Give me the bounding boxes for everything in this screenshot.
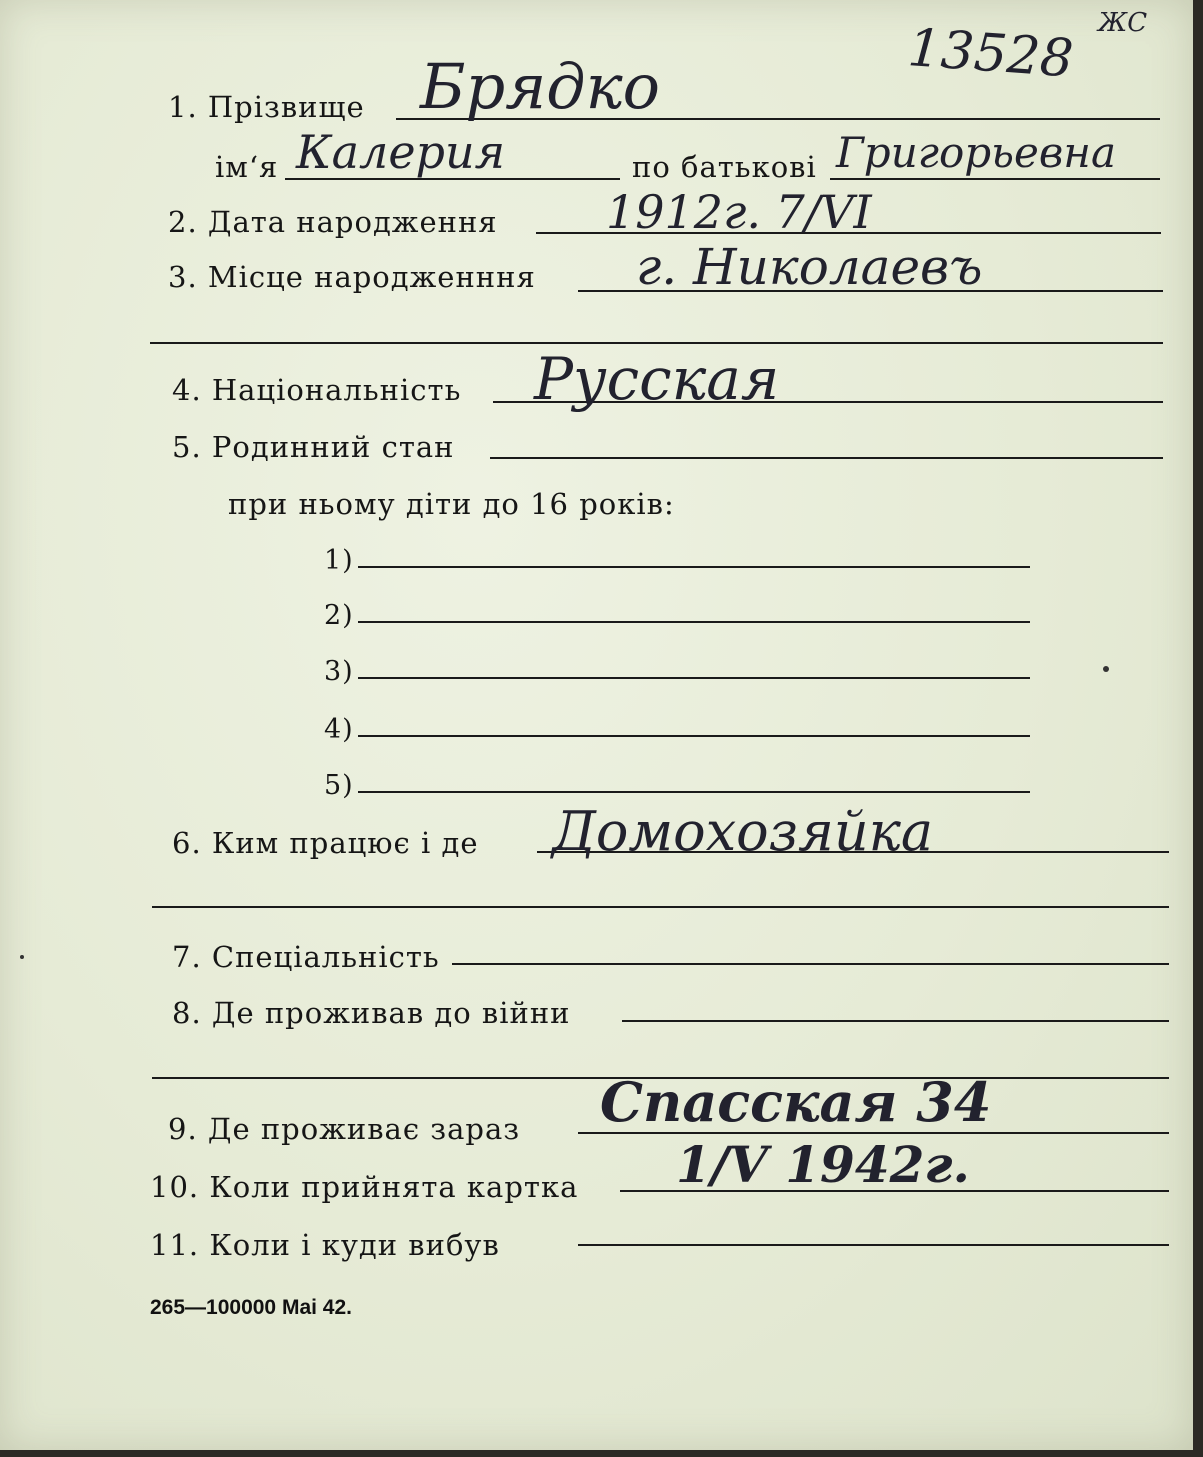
marital-status-line [490, 457, 1163, 459]
print-code: 265—100000 Mai 42. [150, 1296, 352, 1319]
surname-label: 1. Прізвище [168, 90, 365, 124]
child-2-label: 2) [324, 600, 354, 631]
child-3-label: 3) [324, 656, 354, 687]
nationality-value: Русская [534, 345, 780, 413]
child-5-label: 5) [324, 770, 354, 801]
child-1-label: 1) [324, 545, 354, 576]
prewar-residence-line [622, 1020, 1169, 1022]
children-heading: при ньому діти до 16 років: [228, 487, 675, 521]
card-accepted-label: 10. Коли прийнята картка [150, 1170, 579, 1204]
birth-date-value: 1912г. 7/VI [606, 185, 872, 239]
marital-status-label: 5. Родинний стан [172, 430, 455, 464]
child-1-line [358, 566, 1030, 568]
birth-place-label: 3. Місце народженння [168, 260, 536, 294]
birth-place-line-2 [150, 342, 1163, 344]
birth-place-value: г. Николаевъ [636, 238, 983, 296]
record-number: 13528 [905, 18, 1076, 90]
child-4-line [358, 735, 1030, 737]
specialty-label: 7. Спеціальність [172, 940, 440, 974]
prewar-residence-label: 8. Де проживав до війни [172, 996, 571, 1030]
child-5-line [358, 791, 1030, 793]
patronymic-label: по батькові [632, 150, 817, 184]
paper-speck [20, 955, 24, 959]
child-4-label: 4) [324, 714, 354, 745]
birth-date-label: 2. Дата народження [168, 205, 498, 239]
record-suffix: ЖС [1098, 8, 1148, 38]
child-3-line [358, 677, 1030, 679]
surname-value: Брядко [420, 50, 660, 123]
name-value: Калерия [296, 125, 506, 179]
paper-speck [1103, 666, 1109, 672]
occupation-line-2 [152, 906, 1169, 908]
patronymic-line [830, 178, 1160, 180]
current-residence-value: Спасская 34 [600, 1070, 992, 1134]
occupation-label: 6. Ким працює і де [172, 826, 479, 860]
patronymic-value: Григорьевна [836, 128, 1117, 177]
departed-line [578, 1244, 1169, 1246]
card-accepted-value: 1/V 1942г. [676, 1135, 970, 1194]
child-2-line [358, 621, 1030, 623]
name-label: ім‘я [215, 150, 279, 184]
nationality-label: 4. Національність [172, 373, 462, 407]
departed-label: 11. Коли і куди вибув [150, 1228, 500, 1262]
specialty-line [452, 963, 1169, 965]
occupation-value: Домохозяйка [552, 800, 934, 863]
current-residence-label: 9. Де проживає зараз [168, 1112, 521, 1146]
